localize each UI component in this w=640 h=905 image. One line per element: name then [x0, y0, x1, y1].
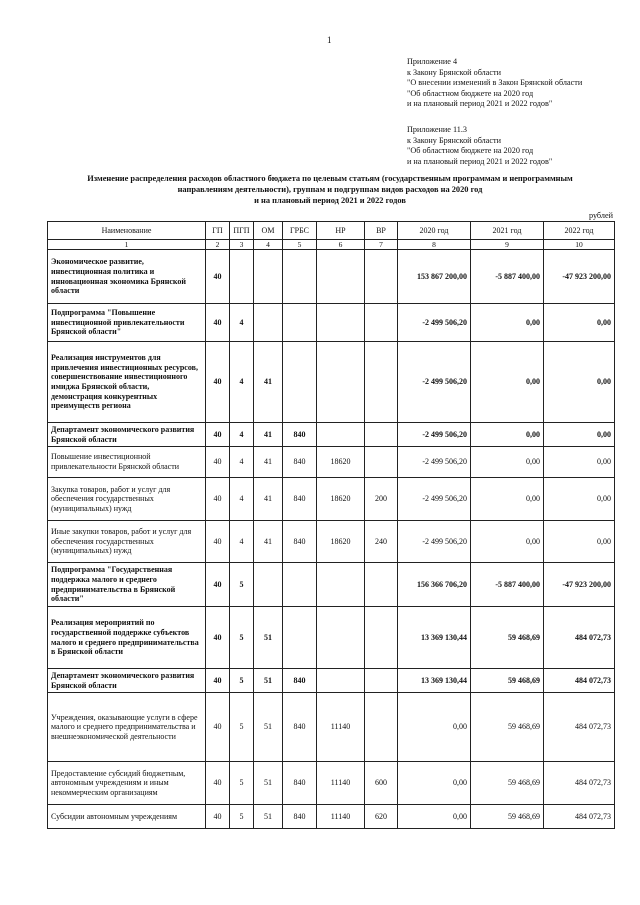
- appendix-line: и на плановый период 2021 и 2022 годов": [407, 156, 553, 166]
- amount-2022: 0,00: [544, 478, 615, 521]
- amount-2022: 0,00: [544, 342, 615, 423]
- column-header: ГП: [206, 222, 230, 240]
- amount-2021: 0,00: [471, 342, 544, 423]
- units-label: рублей: [588, 211, 613, 220]
- title-line: и на плановый период 2021 и 2022 годов: [254, 195, 406, 205]
- gp-code: 40: [206, 423, 230, 447]
- appendix-line: "Об областном бюджете на 2020 год: [407, 146, 534, 156]
- amount-2020: 0,00: [398, 762, 471, 805]
- gp-code: 40: [206, 693, 230, 762]
- grbs-code: 840: [283, 762, 317, 805]
- vr-code: [365, 423, 398, 447]
- appendix-line: "О внесении изменений в Закон Брянской области: [407, 78, 583, 88]
- vr-code: [365, 304, 398, 342]
- column-number: 2: [206, 240, 230, 250]
- amount-2021: 59 468,69: [471, 607, 544, 669]
- column-header: ГРБС: [283, 222, 317, 240]
- gp-code: 40: [206, 478, 230, 521]
- appendix-line: Приложение 11.3: [407, 125, 468, 134]
- row-name: Реализация мероприятий по государственной поддержке субъектов малого и среднего предпринимательства в Брянской области: [48, 607, 206, 669]
- vr-code: 240: [365, 521, 398, 563]
- amount-2020: 13 369 130,44: [398, 607, 471, 669]
- amount-2020: -2 499 506,20: [398, 478, 471, 521]
- title-line: Изменение распределения расходов областного бюджета по целевым статьям (государственным программам и непрограммным: [87, 174, 573, 183]
- amount-2022: 484 072,73: [544, 805, 615, 829]
- nr-code: [317, 304, 365, 342]
- vr-code: [365, 669, 398, 693]
- grbs-code: [283, 250, 317, 304]
- row-name: Предоставление субсидий бюджетным, автономным учреждениям и иным некоммерческим организациям: [48, 762, 206, 805]
- appendix-line: "Об областном бюджете на 2020 год: [407, 88, 534, 98]
- column-header: НР: [317, 222, 365, 240]
- amount-2020: -2 499 506,20: [398, 304, 471, 342]
- row-name: Департамент экономического развития Брянской области: [48, 423, 206, 447]
- amount-2020: 153 867 200,00: [398, 250, 471, 304]
- amount-2020: 0,00: [398, 693, 471, 762]
- grbs-code: [283, 342, 317, 423]
- row-name: Экономическое развитие, инвестиционная политика и инновационная экономика Брянской области: [48, 250, 206, 304]
- column-header: ВР: [365, 222, 398, 240]
- om-code: 41: [254, 423, 283, 447]
- gp-code: 40: [206, 563, 230, 607]
- table-body: [48, 250, 615, 829]
- amount-2021: 0,00: [471, 447, 544, 478]
- vr-code: [365, 447, 398, 478]
- appendix-line: к Закону Брянской области: [407, 135, 501, 145]
- amount-2022: 0,00: [544, 447, 615, 478]
- table-row: [48, 607, 615, 669]
- gp-code: 40: [206, 342, 230, 423]
- amount-2020: -2 499 506,20: [398, 342, 471, 423]
- amount-2021: 0,00: [471, 478, 544, 521]
- amount-2020: 13 369 130,44: [398, 669, 471, 693]
- column-number: 9: [471, 240, 544, 250]
- appendix-line: и на плановый период 2021 и 2022 годов": [407, 99, 553, 109]
- table-row: [48, 304, 615, 342]
- header-row: [48, 222, 615, 240]
- grbs-code: [283, 304, 317, 342]
- column-number: 7: [365, 240, 398, 250]
- amount-2020: -2 499 506,20: [398, 423, 471, 447]
- nr-code: [317, 669, 365, 693]
- pgp-code: 5: [230, 563, 254, 607]
- amount-2022: -47 923 200,00: [544, 250, 615, 304]
- gp-code: 40: [206, 250, 230, 304]
- amount-2020: -2 499 506,20: [398, 447, 471, 478]
- vr-code: [365, 607, 398, 669]
- column-number: 1: [48, 240, 206, 250]
- amount-2021: 59 468,69: [471, 762, 544, 805]
- vr-code: [365, 250, 398, 304]
- row-name: Повышение инвестиционной привлекательности Брянской области: [48, 447, 206, 478]
- pgp-code: 4: [230, 447, 254, 478]
- column-number-row: [48, 240, 615, 250]
- table-row: [48, 669, 615, 693]
- appendix-11-3-note: [407, 125, 552, 167]
- om-code: 41: [254, 342, 283, 423]
- table-row: [48, 521, 615, 563]
- om-code: [254, 250, 283, 304]
- amount-2022: 0,00: [544, 304, 615, 342]
- column-header: 2021 год: [471, 222, 544, 240]
- gp-code: 40: [206, 607, 230, 669]
- pgp-code: 5: [230, 762, 254, 805]
- nr-code: 18620: [317, 447, 365, 478]
- amount-2021: 0,00: [471, 521, 544, 563]
- amount-2022: 484 072,73: [544, 693, 615, 762]
- om-code: [254, 304, 283, 342]
- amount-2021: 59 468,69: [471, 805, 544, 829]
- grbs-code: [283, 563, 317, 607]
- appendix-4-note: [407, 57, 582, 110]
- om-code: 51: [254, 669, 283, 693]
- table-row: [48, 342, 615, 423]
- vr-code: [365, 342, 398, 423]
- amount-2021: 0,00: [471, 304, 544, 342]
- grbs-code: 840: [283, 447, 317, 478]
- gp-code: 40: [206, 521, 230, 563]
- amount-2022: 0,00: [544, 423, 615, 447]
- amount-2022: 484 072,73: [544, 762, 615, 805]
- nr-code: 18620: [317, 521, 365, 563]
- vr-code: 600: [365, 762, 398, 805]
- om-code: 41: [254, 447, 283, 478]
- pgp-code: 5: [230, 669, 254, 693]
- gp-code: 40: [206, 669, 230, 693]
- grbs-code: 840: [283, 423, 317, 447]
- row-name: Подпрограмма "Повышение инвестиционной привлекательности Брянской области": [48, 304, 206, 342]
- amount-2021: 0,00: [471, 423, 544, 447]
- pgp-code: 4: [230, 304, 254, 342]
- column-number: 6: [317, 240, 365, 250]
- pgp-code: 5: [230, 607, 254, 669]
- table-row: [48, 693, 615, 762]
- page-number: 1: [327, 35, 332, 45]
- gp-code: 40: [206, 447, 230, 478]
- vr-code: [365, 693, 398, 762]
- row-name: Закупка товаров, работ и услуг для обеспечения государственных (муниципальных) нужд: [48, 478, 206, 521]
- pgp-code: 4: [230, 423, 254, 447]
- pgp-code: [230, 250, 254, 304]
- grbs-code: 840: [283, 805, 317, 829]
- amount-2021: -5 887 400,00: [471, 250, 544, 304]
- grbs-code: 840: [283, 478, 317, 521]
- row-name: Учреждения, оказывающие услуги в сфере малого и среднего предпринимательства и внешнеэкономической деятельности: [48, 693, 206, 762]
- amount-2020: -2 499 506,20: [398, 521, 471, 563]
- nr-code: [317, 563, 365, 607]
- amount-2020: 156 366 706,20: [398, 563, 471, 607]
- nr-code: 11140: [317, 762, 365, 805]
- om-code: 51: [254, 693, 283, 762]
- om-code: 51: [254, 805, 283, 829]
- amount-2021: 59 468,69: [471, 669, 544, 693]
- om-code: 51: [254, 607, 283, 669]
- appendix-line: к Закону Брянской области: [407, 67, 501, 77]
- table-row: [48, 250, 615, 304]
- pgp-code: 5: [230, 805, 254, 829]
- amount-2021: -5 887 400,00: [471, 563, 544, 607]
- row-name: Реализация инструментов для привлечения инвестиционных ресурсов, совершенствование инвестиционного имиджа Брянской области, демонстрация конкурентных преимуществ региона: [48, 342, 206, 423]
- amount-2022: -47 923 200,00: [544, 563, 615, 607]
- column-header: Наименование: [48, 222, 206, 240]
- vr-code: [365, 563, 398, 607]
- vr-code: 200: [365, 478, 398, 521]
- nr-code: 11140: [317, 805, 365, 829]
- nr-code: [317, 423, 365, 447]
- nr-code: [317, 607, 365, 669]
- table-row: [48, 478, 615, 521]
- gp-code: 40: [206, 805, 230, 829]
- row-name: Департамент экономического развития Брянской области: [48, 669, 206, 693]
- column-number: 10: [544, 240, 615, 250]
- om-code: 41: [254, 478, 283, 521]
- pgp-code: 4: [230, 521, 254, 563]
- column-number: 8: [398, 240, 471, 250]
- appendix-line: Приложение 4: [407, 57, 458, 66]
- title-line: направлениям деятельности), группам и подгруппам видов расходов на 2020 год: [177, 184, 483, 194]
- column-number: 4: [254, 240, 283, 250]
- document-title: [60, 174, 600, 206]
- column-header: ПГП: [230, 222, 254, 240]
- amount-2021: 59 468,69: [471, 693, 544, 762]
- gp-code: 40: [206, 304, 230, 342]
- amount-2022: 484 072,73: [544, 669, 615, 693]
- grbs-code: 840: [283, 669, 317, 693]
- table-row: [48, 563, 615, 607]
- table-row: [48, 447, 615, 478]
- vr-code: 620: [365, 805, 398, 829]
- column-header: 2022 год: [544, 222, 615, 240]
- table-row: [48, 423, 615, 447]
- nr-code: [317, 342, 365, 423]
- row-name: Субсидии автономным учреждениям: [48, 805, 206, 829]
- budget-table: [47, 221, 615, 829]
- column-number: 5: [283, 240, 317, 250]
- om-code: 51: [254, 762, 283, 805]
- column-header: ОМ: [254, 222, 283, 240]
- pgp-code: 4: [230, 342, 254, 423]
- pgp-code: 5: [230, 693, 254, 762]
- om-code: [254, 563, 283, 607]
- gp-code: 40: [206, 762, 230, 805]
- amount-2022: 0,00: [544, 521, 615, 563]
- amount-2022: 484 072,73: [544, 607, 615, 669]
- grbs-code: 840: [283, 521, 317, 563]
- row-name: Иные закупки товаров, работ и услуг для обеспечения государственных (муниципальных) нужд: [48, 521, 206, 563]
- nr-code: [317, 250, 365, 304]
- column-header: 2020 год: [398, 222, 471, 240]
- column-number: 3: [230, 240, 254, 250]
- grbs-code: 840: [283, 693, 317, 762]
- table-row: [48, 762, 615, 805]
- amount-2020: 0,00: [398, 805, 471, 829]
- table-row: [48, 805, 615, 829]
- grbs-code: [283, 607, 317, 669]
- row-name: Подпрограмма "Государственная поддержка малого и среднего предпринимательства в Брянской области": [48, 563, 206, 607]
- nr-code: 11140: [317, 693, 365, 762]
- nr-code: 18620: [317, 478, 365, 521]
- pgp-code: 4: [230, 478, 254, 521]
- om-code: 41: [254, 521, 283, 563]
